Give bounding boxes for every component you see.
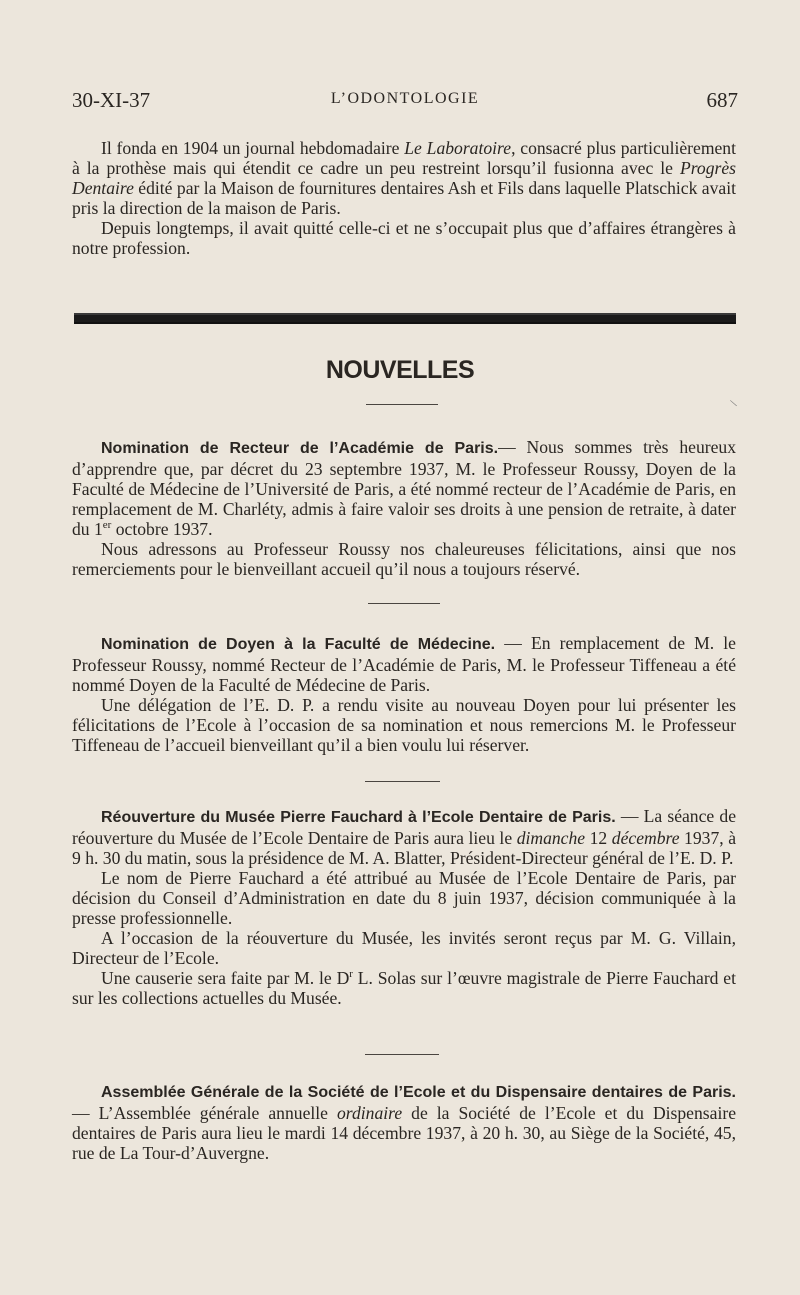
- intro-text: [72, 138, 736, 258]
- article-recteur-paragraph-1: Nomination de Recteur de l’Académie de Paris.— Nous sommes très heureux d’apprendre que, par décret du 23 septembre 1937, M. le Professeur Roussy, Doyen de la Faculté de Médecine de l’Université de Paris, a été nommé recteur de l’Académie de Paris, en remplacement de M. Charléty, admis à faire valoir ses droits à une pension de retraite, à dater du 1er octobre 1937.: [72, 437, 737, 539]
- running-header: [72, 88, 738, 118]
- journal-title: L’ODONTOLOGIE: [330, 90, 480, 107]
- word-ordinaire: ordinaire: [336, 1103, 403, 1123]
- intro-paragraph-1: Il fonda en 1904 un journal hebdomadaire Le Laboratoire, consacré plus particulièrement à la prothèse mais qui étendit ce cadre un peu restreint lorsqu’il fusionna avec le Progrès Dentaire édité par la Maison de fournitures dentaires Ash et Fils dans laquelle Platschick avait pris la direction de la maison de Paris.: [72, 138, 736, 218]
- separator-rule-2: [365, 781, 440, 782]
- section-divider-bar: [74, 313, 736, 324]
- article-assemblee: [72, 1081, 736, 1163]
- article-doyen-heading: Nomination de Doyen à la Faculté de Médecine.: [101, 636, 496, 653]
- section-title: NOUVELLES: [325, 356, 475, 384]
- issue-date: 30-XI-37: [72, 88, 151, 112]
- stray-mark: \: [728, 396, 739, 410]
- separator-rule-1: [368, 603, 440, 604]
- article-musee-heading: Réouverture du Musée Pierre Fauchard à l’Ecole Dentaire de Paris.: [101, 809, 616, 826]
- article-doyen-paragraph-2: Une délégation de l’E. D. P. a rendu visite au nouveau Doyen pour lui présenter les félicitations de l’Ecole à l’occasion de sa nomination et nous remercions M. le Professeur Tiffeneau de l’accueil bienveillant qu’il a bien voulu lui réserver.: [72, 695, 736, 755]
- journal-name-laboratoire: Le Laboratoire: [404, 138, 512, 158]
- article-doyen-paragraph-1: Nomination de Doyen à la Faculté de Médecine. — En remplacement de M. le Professeur Roussy, nommé Recteur de l’Académie de Paris, M. le Professeur Tiffeneau a été nommé Doyen de la Faculté de Médecine de Paris.: [72, 633, 736, 695]
- article-recteur-paragraph-2: Nous adressons au Professeur Roussy nos chaleureuses félicitations, ainsi que nos remerciements pour le bienveillant accueil qu’il nous a toujours réservé.: [72, 539, 736, 579]
- article-assemblee-paragraph-1: Assemblée Générale de la Société de l’Ecole et du Dispensaire dentaires de Paris. — L’Assemblée générale annuelle ordinaire de la Société de l’Ecole et du Dispensaire dentaires de Paris aura lieu le mardi 14 décembre 1937, à 20 h. 30, au Siège de la Société, 45, rue de La Tour-d’Auvergne.: [72, 1084, 736, 1163]
- page-number: 687: [706, 88, 738, 112]
- article-musee-paragraph-4: Une causerie sera faite par M. le $D^r$ L. Solas sur l’œuvre magistrale de Pierre Fauchard et sur les collections actuelles du Musée.: [72, 968, 737, 1008]
- article-doyen: [72, 633, 736, 755]
- article-musee-paragraph-2: Le nom de Pierre Fauchard a été attribué au Musée de l’Ecole Dentaire de Paris, par décision du Conseil d’Administration en date du 8 juin 1937, décision communiquée à la presse professionnelle.: [72, 868, 736, 928]
- article-recteur: [72, 437, 736, 579]
- intro-paragraph-2: Depuis longtemps, il avait quitté celle-ci et ne s’occupait plus que d’affaires étrangères à notre profession.: [72, 218, 736, 258]
- journal-name-progres: Progrès Dentaire: [72, 158, 736, 198]
- article-musee: [72, 806, 736, 1008]
- article-recteur-heading: Nomination de Recteur de l’Académie de Paris.: [101, 440, 499, 457]
- article-musee-paragraph-1: Réouverture du Musée Pierre Fauchard à l’Ecole Dentaire de Paris. — La séance de réouverture du Musée de l’Ecole Dentaire de Paris aura lieu le dimanche 12 décembre 1937, à 9 h. 30 du matin, sous la présidence de M. A. Blatter, Président-Directeur général de l’E. D. P.: [72, 806, 736, 868]
- title-underline: [366, 404, 438, 405]
- separator-rule-3: [365, 1054, 439, 1055]
- article-assemblee-heading: Assemblée Générale de la Société de l’Ecole et du Dispensaire dentaires de Paris.: [101, 1084, 736, 1101]
- article-musee-paragraph-3: A l’occasion de la réouverture du Musée, les invités seront reçus par M. G. Villain, Directeur de l’Ecole.: [72, 928, 736, 968]
